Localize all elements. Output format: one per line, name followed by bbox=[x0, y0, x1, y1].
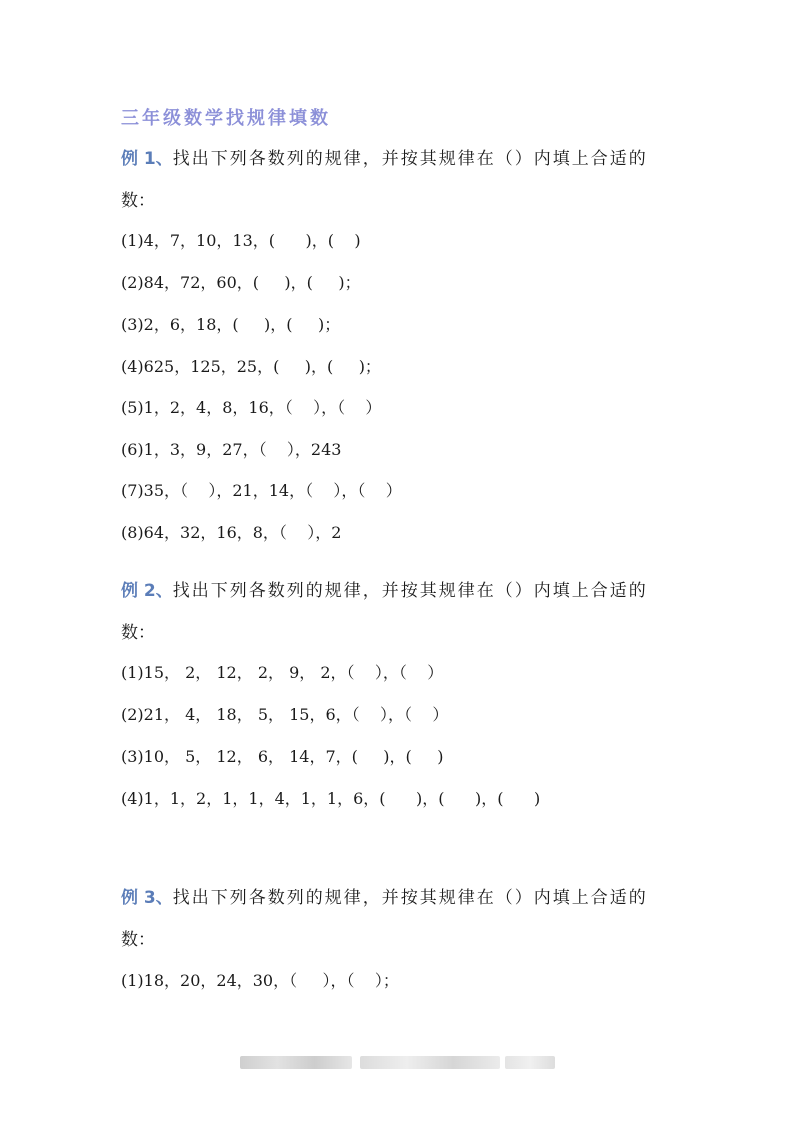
footer-watermark-bar-1 bbox=[240, 1056, 352, 1069]
footer-watermark-bar-3 bbox=[505, 1056, 555, 1069]
example-2-item-1: (1)15， 2， 12， 2， 9， 2，（ ），（ ） bbox=[121, 663, 444, 682]
example-2-continuation: 数： bbox=[121, 623, 155, 643]
example-1-heading bbox=[121, 148, 648, 170]
example-1-item-7: (7)35，（ ），21，14，（ ），（ ） bbox=[121, 481, 402, 500]
footer-watermark-bar-2 bbox=[360, 1056, 500, 1069]
example-3-label: 例 3、 bbox=[121, 888, 173, 908]
example-3-heading bbox=[121, 887, 648, 909]
example-1-item-3: (3)2，6，18，( )，( )； bbox=[121, 315, 341, 334]
example-1-item-2: (2)84，72，60，( )，( )； bbox=[121, 273, 361, 292]
example-2-instruction: 找出下列各数列的规律，并按其规律在（）内填上合适的 bbox=[172, 581, 648, 601]
example-2-item-3: (3)10， 5， 12， 6， 14，7，( )，( ) bbox=[121, 747, 444, 766]
example-1-item-8: (8)64，32，16，8，（ ），2 bbox=[121, 523, 342, 542]
example-2-item-2: (2)21， 4， 18， 5， 15，6，（ ），（ ） bbox=[121, 705, 449, 724]
example-1-label: 例 1、 bbox=[121, 149, 173, 169]
example-2-label: 例 2、 bbox=[121, 581, 173, 601]
example-2-item-4: (4)1，1，2，1，1，4，1，1，6，( )，( )，( ) bbox=[121, 789, 541, 808]
example-2-heading bbox=[121, 580, 648, 602]
example-3-instruction: 找出下列各数列的规律，并按其规律在（）内填上合适的 bbox=[172, 888, 648, 908]
example-1-instruction: 找出下列各数列的规律，并按其规律在（）内填上合适的 bbox=[172, 149, 648, 169]
document-title: 三年级数学找规律填数 bbox=[121, 108, 331, 129]
example-3-continuation: 数： bbox=[121, 930, 155, 950]
example-1-item-6: (6)1，3，9，27，（ ），243 bbox=[121, 440, 342, 459]
example-3-item-1: (1)18，20，24，30，（ ），（ ）； bbox=[121, 971, 399, 990]
example-1-item-5: (5)1，2，4，8，16，（ ），（ ） bbox=[121, 398, 382, 417]
example-1-item-4: (4)625，125，25，( )，( )； bbox=[121, 357, 381, 376]
example-1-continuation: 数： bbox=[121, 191, 155, 211]
example-1-item-1: (1)4，7，10，13，( )，( ) bbox=[121, 231, 361, 250]
